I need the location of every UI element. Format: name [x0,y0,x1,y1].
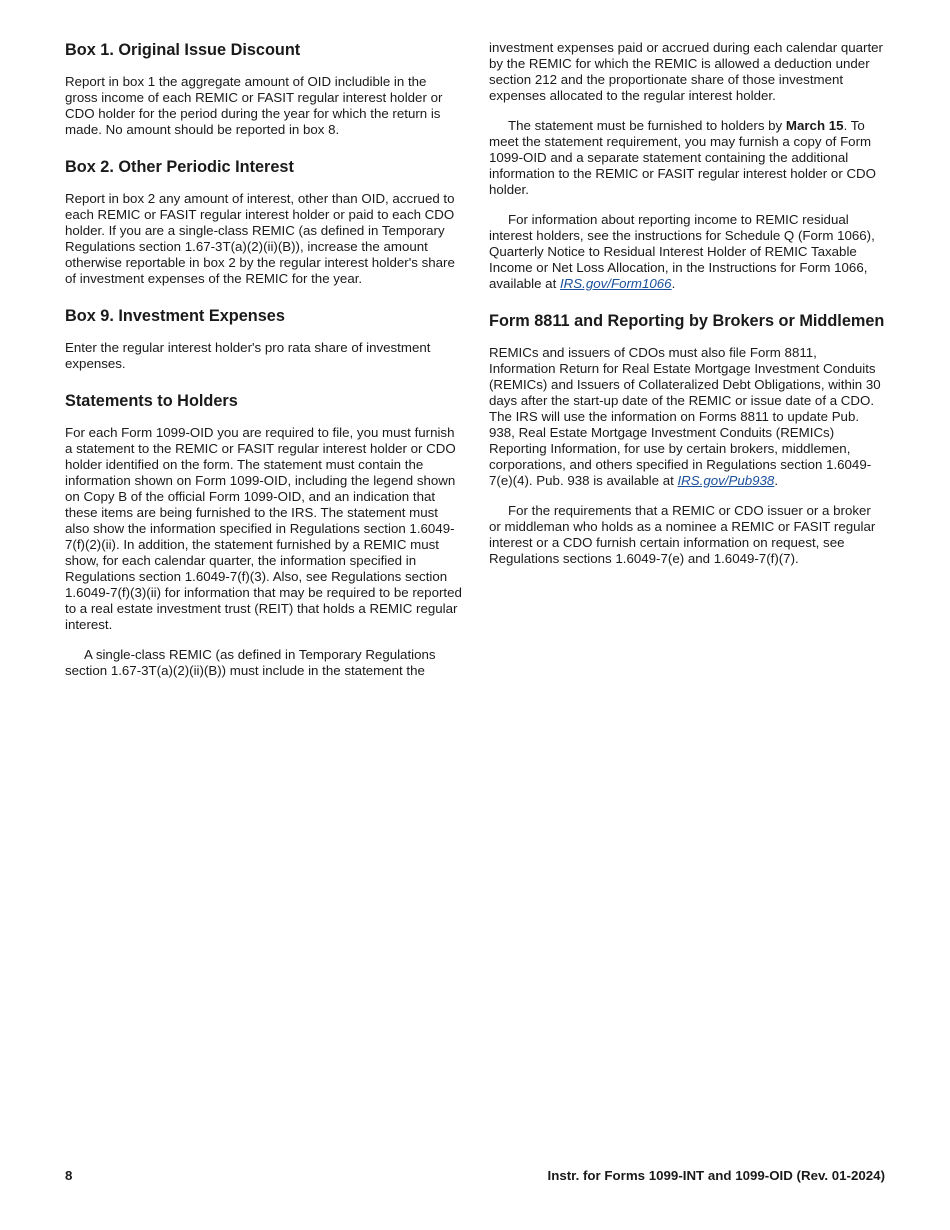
continued-text: investment expenses paid or accrued during each calendar quarter by the REMIC for which the REMIC is allowed a deduction under section 212 and the proportionate share of those investment expenses allocated to the regular interest holder. [489,40,883,103]
box9-text: Enter the regular interest holder's pro rata share of investment expenses. [65,340,431,371]
form8811-heading: Form 8811 and Reporting by Brokers or Middlemen [489,312,885,330]
residual-paragraph [489,212,885,292]
right-column [489,40,885,581]
box1-heading: Box 1. Original Issue Discount [65,41,301,59]
form8811-pre: REMICs and issuers of CDOs must also file Form 8811, Information Return for Real Estate Mortgage Investment Conduits (REMICs) and Issuers of Collateralized Debt Obligations, within 30 days after the start-up date of the REMIC or issue date of a CDO. The IRS will use the information on Forms 8811 to update Pub. 938, Real Estate Mortgage Investment Conduits (REMICs) Reporting Information, for use by certain brokers, middlemen, corporations, and others specified in Regulations section 1.6049-7(e)(4). Pub. 938 is available at [489,345,881,488]
box2-text: Report in box 2 any amount of interest, other than OID, accrued to each REMIC or FASIT regular interest holder or paid to each CDO holder. If you are a single-class REMIC (as defined in Temporary Regulations section 1.67-3T(a)(2)(ii)(B)), increase the amount otherwise reportable in box 2 by the regular interest holder's share of investment expenses of the REMIC for the year. [65,191,455,286]
single-class-text: A single-class REMIC (as defined in Temporary Regulations section 1.67-3T(a)(2)(ii)(B)) must include in the statement the [65,647,436,678]
furnish-date: March 15 [785,118,844,133]
furnish-pre: The statement must be furnished to holders by [508,118,786,133]
left-column [65,40,462,693]
form8811-paragraph [489,345,885,489]
pub938-link[interactable]: IRS.gov/Pub938 [677,473,775,488]
page-number: 8 [65,1168,73,1183]
statements-text: For each Form 1099-OID you are required to file, you must furnish a statement to the REMIC or FASIT regular interest holder or CDO holder identified on the form. The statement must contain the information shown on Form 1099-OID, including the legend shown on Copy B of the official Form 1099-OID, and an indication that these items are being furnished to the IRS. The statement must also show the information specified in Regulations section 1.6049-7(f)(2)(ii). In addition, the statement furnished by a REMIC must show, for each calendar quarter, the information specified in Regulations section 1.6049-7(f)(3). Also, see Regulations section 1.6049-7(f)(3)(ii) for information that may be required to be reported to a real estate investment trust (REIT) that holds a REMIC regular interest. [65,425,462,632]
box1-text: Report in box 1 the aggregate amount of OID includible in the gross income of each REMIC or FASIT regular interest holder or CDO holder for the period during the year for which the return is made. No amount should be reported in box 8. [65,74,443,137]
requirements-text: For the requirements that a REMIC or CDO issuer or a broker or middleman who holds as a nominee a REMIC or FASIT regular interest or a CDO furnish certain information on request, see Regulations sections 1.6049-7(e) and 1.6049-7(f)(7). [489,503,876,566]
box2-heading: Box 2. Other Periodic Interest [65,158,294,176]
form8811-post: . [774,473,779,488]
residual-post: . [671,276,676,291]
footer-title: Instr. for Forms 1099-INT and 1099-OID (Rev. 01-2024) [547,1168,885,1183]
furnish-post: . To meet the statement requirement, you may furnish a copy of Form 1099-OID and a separate statement containing the additional information to the REMIC or FASIT regular interest holder or CDO holder. [489,118,876,197]
furnish-paragraph [489,118,885,198]
residual-pre: For information about reporting income to REMIC residual interest holders, see the instructions for Schedule Q (Form 1066), Quarterly Notice to Residual Interest Holder of REMIC Taxable Income or Net Loss Allocation, in the Instructions for Form 1066, available at [489,212,875,291]
statements-heading: Statements to Holders [65,392,238,410]
box9-heading: Box 9. Investment Expenses [65,307,285,325]
form1066-link[interactable]: IRS.gov/Form1066 [559,276,672,291]
